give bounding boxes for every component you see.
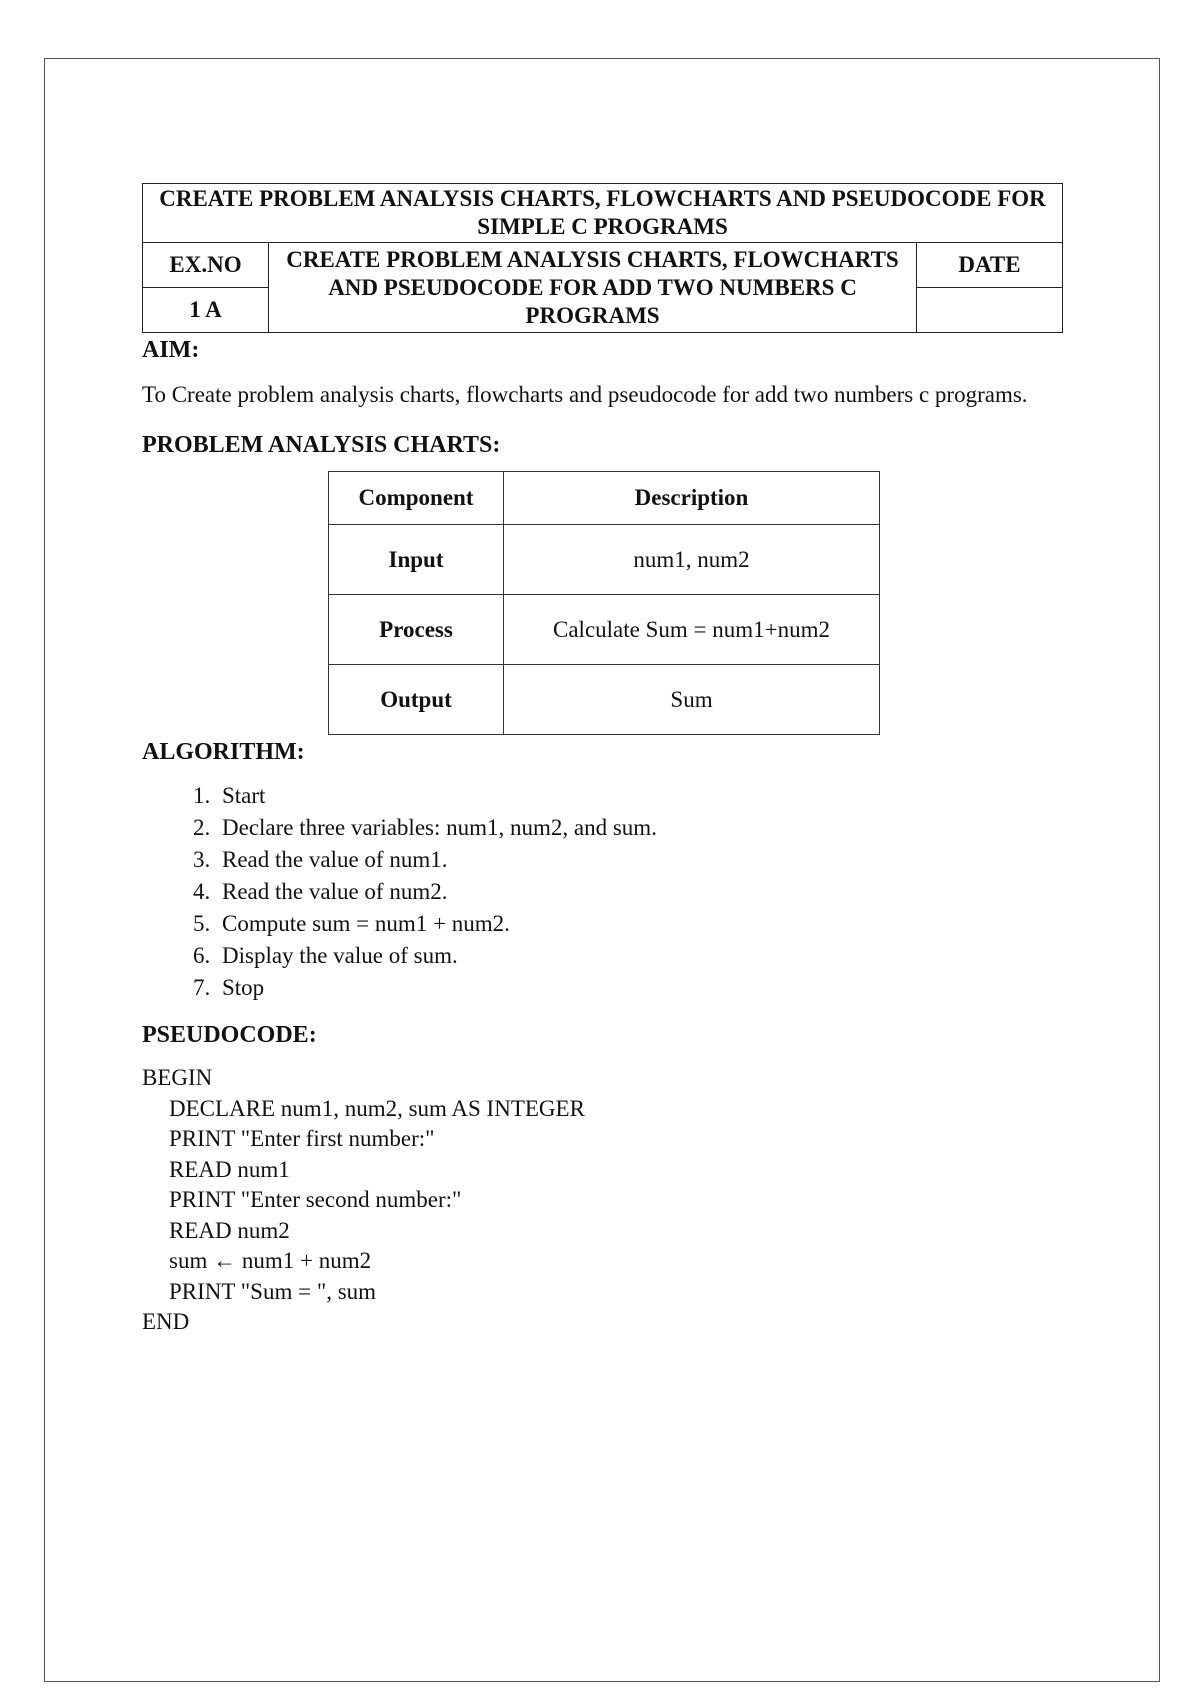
date-value — [917, 288, 1063, 333]
aim-heading: AIM: — [142, 337, 200, 363]
code-line: READ num1 — [169, 1156, 290, 1182]
code-line: PRINT "Enter second number:" — [169, 1187, 462, 1212]
list-item: 3. Read the value of num1. — [216, 844, 1062, 876]
exno-label: EX.NO — [143, 243, 269, 288]
code-line: READ num2 — [169, 1217, 290, 1243]
list-item: 7. Stop — [216, 972, 1062, 1004]
experiment-title: CREATE PROBLEM ANALYSIS CHARTS, FLOWCHARTS AND PSEUDOCODE FOR ADD TWO NUMBERS C PROGRAMS — [269, 243, 917, 333]
description-cell: Sum — [504, 665, 880, 735]
code-line: PRINT "Enter first number:" — [169, 1126, 435, 1151]
table-header-row — [329, 472, 880, 525]
code-line: PRINT "Sum = ", sum — [169, 1278, 377, 1304]
list-item: 4. Read the value of num2. — [216, 876, 1062, 908]
component-cell: Input — [329, 525, 504, 595]
table-row — [329, 665, 880, 735]
code-line: BEGIN — [142, 1065, 213, 1090]
column-header-description: Description — [504, 472, 880, 525]
list-item: 6. Display the value of sum. — [216, 940, 1062, 972]
document-title: CREATE PROBLEM ANALYSIS CHARTS, FLOWCHARTS AND PSEUDOCODE FOR SIMPLE C PROGRAMS — [143, 184, 1063, 243]
table-row — [329, 595, 880, 665]
aim-text: To Create problem analysis charts, flowcharts and pseudocode for add two numbers c programs. — [142, 382, 1028, 407]
header-table — [142, 183, 1063, 333]
description-cell: Calculate Sum = num1+num2 — [504, 595, 880, 665]
analysis-heading: PROBLEM ANALYSIS CHARTS: — [142, 432, 501, 458]
code-line: sum ← num1 + num2 — [169, 1248, 372, 1273]
description-cell: num1, num2 — [504, 525, 880, 595]
algorithm-steps — [142, 780, 1062, 1004]
component-cell: Output — [329, 665, 504, 735]
code-line: END — [142, 1309, 190, 1334]
column-header-component: Component — [329, 472, 504, 525]
algorithm-heading: ALGORITHM: — [142, 739, 305, 765]
list-item: 5. Compute sum = num1 + num2. — [216, 908, 1062, 940]
component-cell: Process — [329, 595, 504, 665]
code-line: DECLARE num1, num2, sum AS INTEGER — [169, 1095, 585, 1121]
date-label: DATE — [917, 243, 1063, 288]
problem-analysis-table — [328, 471, 880, 735]
list-item: 2. Declare three variables: num1, num2, and sum. — [216, 812, 1062, 844]
list-item: 1. Start — [216, 780, 1062, 812]
pseudocode-block — [142, 1063, 1062, 1338]
pseudocode-heading: PSEUDOCODE: — [142, 1022, 317, 1048]
document-content — [142, 183, 1062, 1338]
exno-value: 1 A — [143, 288, 269, 333]
table-row — [329, 525, 880, 595]
